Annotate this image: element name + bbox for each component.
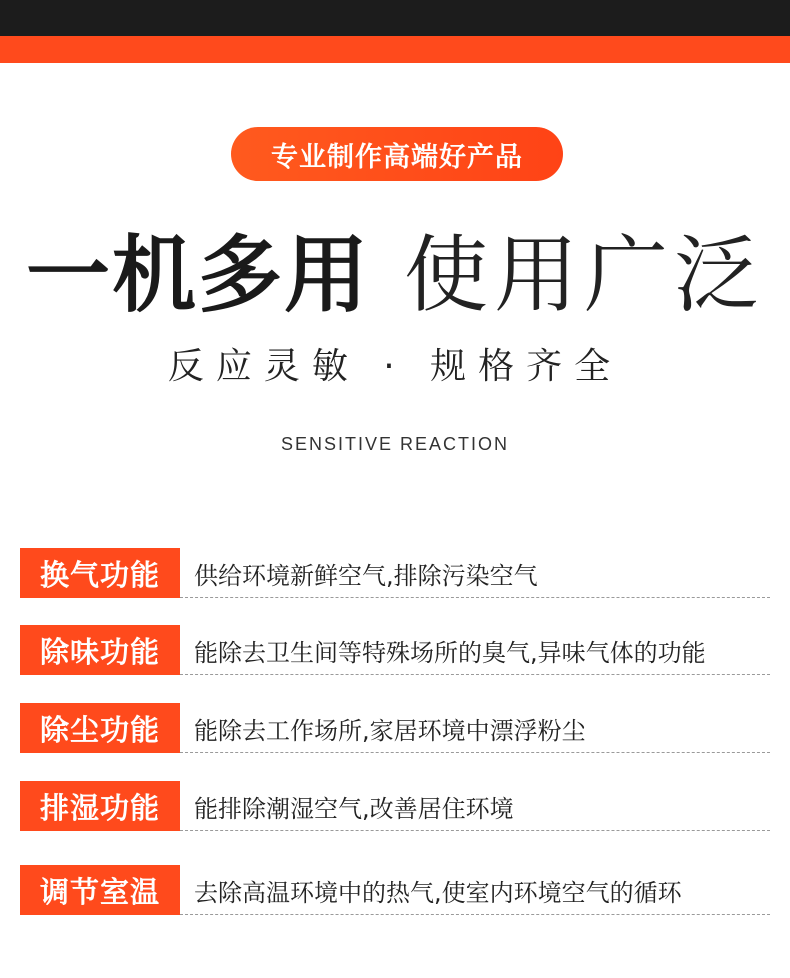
feature-label: 除味功能 (20, 625, 180, 675)
english-subtitle: SENSITIVE REACTION (280, 434, 510, 454)
headline-light: 使用广泛 (404, 225, 765, 324)
feature-label: 换气功能 (20, 548, 180, 598)
feature-label: 除尘功能 (20, 703, 180, 753)
feature-row-ventilation (20, 548, 770, 604)
dashed-divider (180, 914, 770, 915)
dashed-divider (180, 597, 770, 598)
feature-label: 排湿功能 (20, 781, 180, 831)
feature-desc: 能除去卫生间等特殊场所的臭气,异味气体的功能 (194, 638, 706, 667)
feature-row-deodorize (20, 625, 770, 681)
badge-pill: 专业制作高端好产品 (231, 127, 563, 181)
top-orange-bar (0, 36, 790, 63)
feature-row-dust-removal (20, 703, 770, 759)
subheading: 反应灵敏 · 规格齐全 (167, 346, 623, 387)
dashed-divider (180, 752, 770, 753)
feature-label: 调节室温 (20, 865, 180, 915)
dashed-divider (180, 674, 770, 675)
feature-desc: 供给环境新鲜空气,排除污染空气 (194, 561, 538, 590)
feature-desc: 能除去工作场所,家居环境中漂浮粉尘 (194, 716, 586, 745)
feature-row-temperature (20, 865, 770, 921)
headline-bold: 一机多用 (25, 225, 370, 324)
headline (0, 218, 790, 324)
feature-desc: 能排除潮湿空气,改善居住环境 (194, 794, 514, 823)
feature-desc: 去除高温环境中的热气,使室内环境空气的循环 (194, 878, 682, 907)
dashed-divider (180, 830, 770, 831)
feature-row-dehumidify (20, 781, 770, 837)
top-dark-bar (0, 0, 790, 36)
